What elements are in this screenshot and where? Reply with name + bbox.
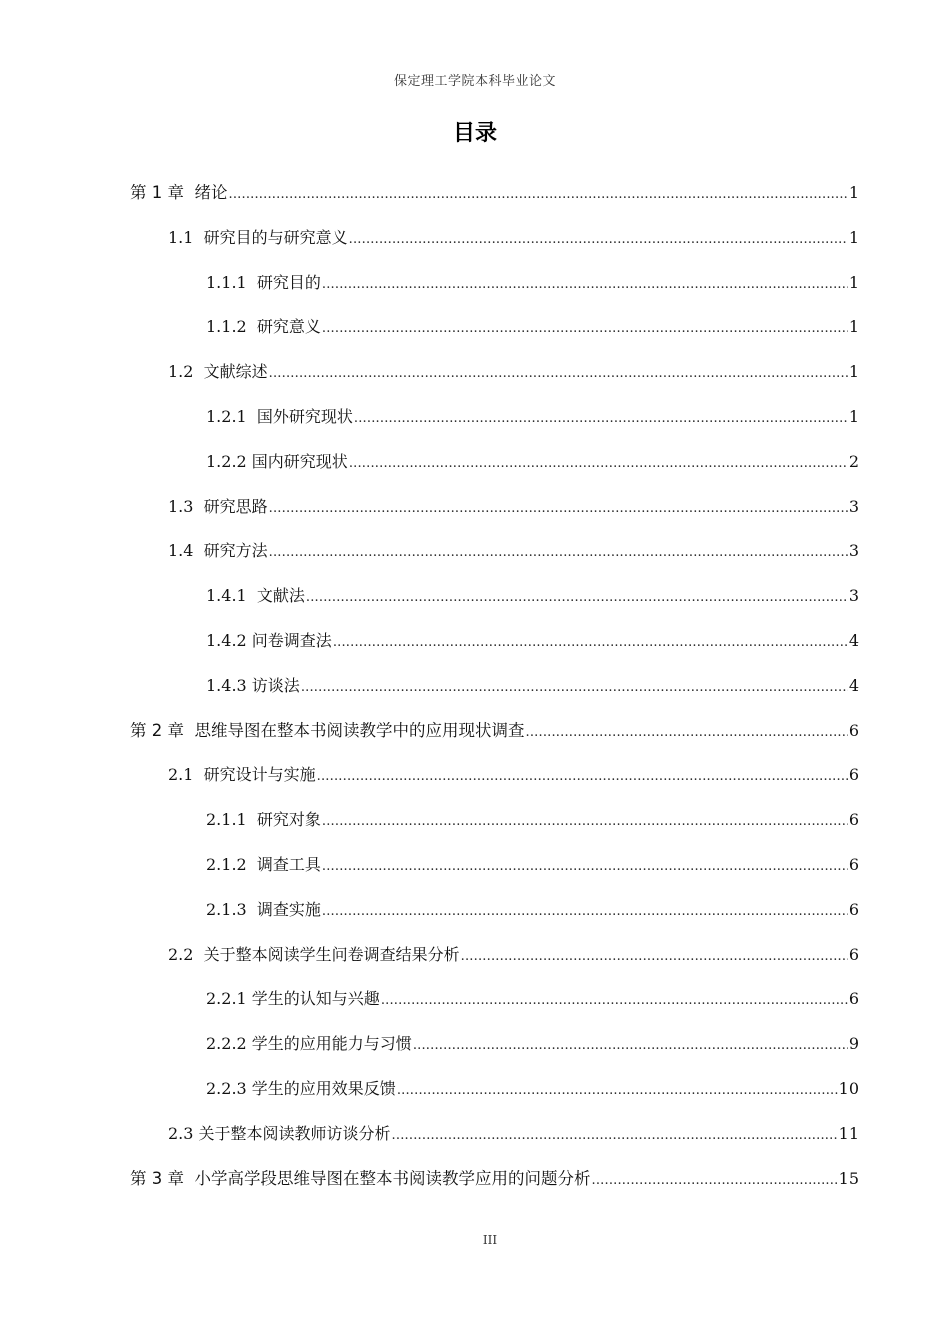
toc-dot-leader <box>349 225 848 255</box>
toc-entry-label: 1.3 研究思路 <box>168 496 268 516</box>
toc-dot-leader <box>306 583 848 613</box>
toc-entry-label: 1.1 研究目的与研究意义 <box>168 227 348 247</box>
toc-entry[interactable] <box>130 716 859 761</box>
toc-entry-label: 2.1.3 调查实施 <box>206 899 321 919</box>
toc-entry[interactable] <box>130 1074 859 1119</box>
toc-dot-leader <box>322 314 848 344</box>
toc-entry-label: 1.2 文献综述 <box>168 362 268 382</box>
toc-entry-label: 1.1.2 研究意义 <box>206 317 321 337</box>
toc-entry-page-number: 1 <box>848 362 859 382</box>
toc-entry[interactable] <box>130 223 859 268</box>
toc-dot-leader <box>461 942 848 972</box>
toc-entry-page-number: 10 <box>838 1078 859 1098</box>
toc-entry-page-number: 6 <box>848 810 859 830</box>
toc-entry[interactable] <box>130 447 859 492</box>
toc-entry-page-number: 6 <box>848 899 859 919</box>
toc-entry-label: 2.1.2 调查工具 <box>206 854 321 874</box>
toc-entry-label: 2.2 关于整本阅读学生问卷调查结果分析 <box>168 944 460 964</box>
toc-entry-page-number: 1 <box>848 317 859 337</box>
toc-entry-page-number: 15 <box>838 1168 859 1188</box>
toc-dot-leader <box>317 762 848 792</box>
toc-entry[interactable] <box>130 492 859 537</box>
page-number: III <box>482 1233 498 1247</box>
toc-entry-label: 2.3 关于整本阅读教师访谈分析 <box>168 1123 391 1143</box>
toc-entry-label: 1.4 研究方法 <box>168 541 268 561</box>
toc-entry-label: 2.2.3 学生的应用效果反馈 <box>206 1078 396 1098</box>
toc-entry-label: 1.1.1 研究目的 <box>206 272 321 292</box>
toc-entry[interactable] <box>130 895 859 940</box>
toc-entry-label: 2.2.2 学生的应用能力与习惯 <box>206 1034 412 1054</box>
toc-entry[interactable] <box>130 268 859 313</box>
toc-entry-label: 1.2.1 国外研究现状 <box>206 406 353 426</box>
toc-entry[interactable] <box>130 850 859 895</box>
toc-entry[interactable] <box>130 984 859 1029</box>
table-of-contents <box>130 178 859 1208</box>
toc-entry-label: 1.2.2 国内研究现状 <box>206 451 348 471</box>
toc-dot-leader <box>413 1031 848 1061</box>
toc-entry-label: 第 1 章 绪论 <box>130 183 228 202</box>
toc-entry[interactable] <box>130 1119 859 1164</box>
toc-entry[interactable] <box>130 805 859 850</box>
toc-entry[interactable] <box>130 178 859 223</box>
toc-entry-page-number: 3 <box>848 541 859 561</box>
toc-dot-leader <box>322 270 848 300</box>
toc-entry-page-number: 6 <box>848 720 859 740</box>
toc-entry-page-number: 4 <box>848 675 859 695</box>
toc-dot-leader <box>392 1121 838 1151</box>
toc-entry[interactable] <box>130 1164 859 1209</box>
toc-entry-page-number: 1 <box>848 183 859 202</box>
toc-entry[interactable] <box>130 671 859 716</box>
toc-entry-page-number: 6 <box>848 989 859 1009</box>
toc-entry-page-number: 6 <box>848 765 859 785</box>
toc-entry-page-number: 11 <box>838 1123 859 1143</box>
toc-entry-label: 1.4.3 访谈法 <box>206 675 300 695</box>
toc-dot-leader <box>322 897 848 927</box>
toc-dot-leader <box>322 807 848 837</box>
toc-entry-label: 2.1.1 研究对象 <box>206 810 321 830</box>
toc-dot-leader <box>301 673 848 703</box>
toc-dot-leader <box>269 538 848 568</box>
toc-entry-label: 第 2 章 思维导图在整本书阅读教学中的应用现状调查 <box>130 720 525 740</box>
toc-entry[interactable] <box>130 357 859 402</box>
toc-entry-label: 第 3 章 小学高学段思维导图在整本书阅读教学应用的问题分析 <box>130 1168 591 1188</box>
toc-entry[interactable] <box>130 626 859 671</box>
toc-entry[interactable] <box>130 760 859 805</box>
toc-entry-page-number: 3 <box>848 586 859 606</box>
toc-entry[interactable] <box>130 940 859 985</box>
toc-dot-leader <box>381 986 848 1016</box>
toc-entry-page-number: 1 <box>848 406 859 426</box>
toc-entry-label: 2.2.1 学生的认知与兴趣 <box>206 989 380 1009</box>
toc-entry[interactable] <box>130 536 859 581</box>
toc-entry[interactable] <box>130 402 859 447</box>
toc-dot-leader <box>591 1166 837 1196</box>
toc-dot-leader <box>349 449 848 479</box>
toc-entry[interactable] <box>130 312 859 357</box>
toc-dot-leader <box>525 718 847 748</box>
toc-dot-leader <box>269 494 848 524</box>
toc-dot-leader <box>397 1076 838 1106</box>
toc-entry[interactable] <box>130 1029 859 1074</box>
toc-entry-page-number: 1 <box>848 272 859 292</box>
toc-entry-page-number: 4 <box>848 630 859 650</box>
toc-entry-label: 2.1 研究设计与实施 <box>168 765 316 785</box>
toc-entry[interactable] <box>130 581 859 626</box>
toc-entry-page-number: 1 <box>848 227 859 247</box>
toc-entry-page-number: 2 <box>848 451 859 471</box>
toc-entry-page-number: 3 <box>848 496 859 516</box>
toc-dot-leader <box>333 628 848 658</box>
toc-entry-label: 1.4.1 文献法 <box>206 586 305 606</box>
toc-dot-leader <box>322 852 848 882</box>
toc-dot-leader <box>269 359 848 389</box>
toc-dot-leader <box>228 180 847 210</box>
toc-dot-leader <box>354 404 848 434</box>
toc-entry-page-number: 9 <box>848 1034 859 1054</box>
toc-entry-page-number: 6 <box>848 854 859 874</box>
toc-entry-page-number: 6 <box>848 944 859 964</box>
toc-title: 目录 <box>452 121 497 146</box>
toc-entry-label: 1.4.2 问卷调查法 <box>206 630 332 650</box>
running-header: 保定理工学院本科毕业论文 <box>393 74 556 89</box>
